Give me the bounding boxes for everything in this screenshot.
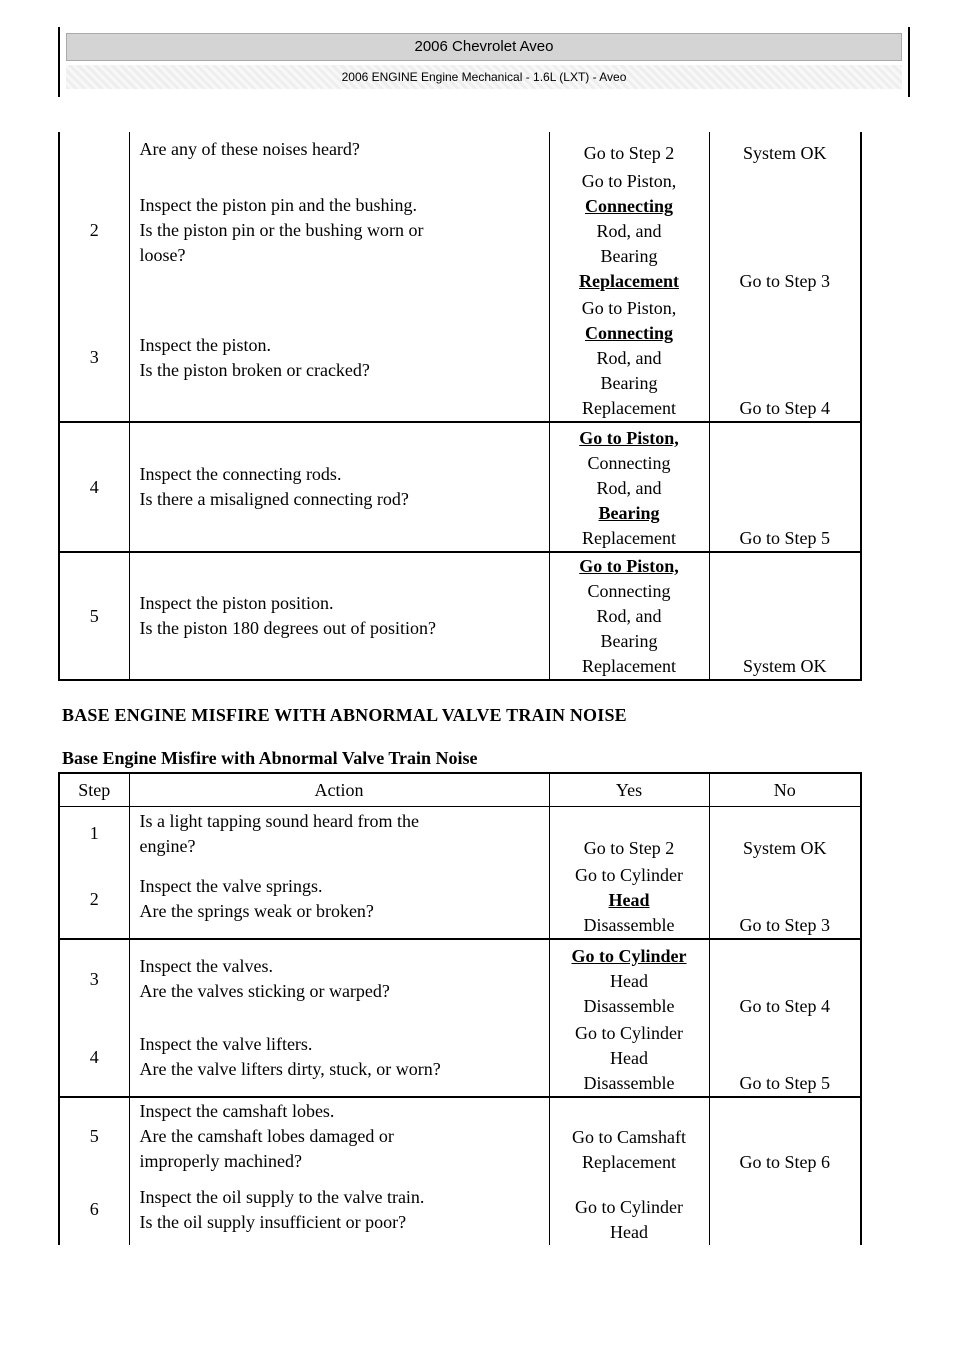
action-cell bbox=[129, 1175, 549, 1245]
yes-line: Head bbox=[610, 970, 648, 991]
table-row bbox=[59, 422, 861, 552]
table-row bbox=[59, 939, 861, 1019]
table-row bbox=[59, 132, 861, 166]
header-subtitle: 2006 ENGINE Engine Mechanical - 1.6L (LXT) - Aveo bbox=[66, 65, 902, 89]
no-cell bbox=[709, 807, 861, 861]
action-cell bbox=[129, 294, 549, 422]
no-line: Go to Step 3 bbox=[739, 914, 830, 935]
step-number: 5 bbox=[59, 552, 129, 680]
yes-line: Connecting bbox=[587, 581, 671, 601]
action-cell bbox=[129, 422, 549, 552]
action-line: Inspect the camshaft lobes. bbox=[139, 1100, 335, 1121]
no-line: Go to Step 6 bbox=[739, 1151, 830, 1172]
yes-line: Rod, and bbox=[596, 478, 662, 498]
action-line: Inspect the piston. bbox=[139, 334, 271, 355]
no-cell bbox=[709, 861, 861, 939]
yes-line: Replacement bbox=[582, 528, 676, 548]
yes-line: Go to Piston, bbox=[581, 298, 677, 318]
yes-line: Rod, and bbox=[596, 606, 662, 626]
action-line: Is the piston 180 degrees out of position? bbox=[139, 618, 436, 638]
no-cell bbox=[709, 1097, 861, 1175]
action-line: Are the valve lifters dirty, stuck, or worn? bbox=[139, 1059, 441, 1079]
action-cell bbox=[129, 807, 549, 861]
yes-line: Go to Step 2 bbox=[583, 143, 675, 163]
step-number: 1 bbox=[59, 807, 129, 861]
yes-cell bbox=[549, 1019, 709, 1097]
section-title: BASE ENGINE MISFIRE WITH ABNORMAL VALVE TRAIN NOISE bbox=[62, 705, 627, 725]
yes-line: Replacement bbox=[582, 656, 676, 676]
table-caption: Base Engine Misfire with Abnormal Valve Train Noise bbox=[62, 748, 478, 768]
yes-line: Go to Cylinder bbox=[575, 864, 683, 885]
table-header-row bbox=[59, 773, 861, 807]
action-cell bbox=[129, 132, 549, 166]
yes-line: Disassemble bbox=[583, 1072, 675, 1093]
table-row bbox=[59, 552, 861, 680]
yes-line: Disassemble bbox=[583, 995, 675, 1016]
action-cell bbox=[129, 1019, 549, 1097]
yes-line: Replacement bbox=[582, 1151, 676, 1172]
yes-cell bbox=[549, 422, 709, 552]
action-line: Are the camshaft lobes damaged or bbox=[139, 1125, 394, 1146]
yes-cell bbox=[549, 861, 709, 939]
table-row bbox=[59, 1019, 861, 1097]
action-line: Inspect the connecting rods. bbox=[139, 464, 342, 484]
no-cell bbox=[709, 552, 861, 680]
action-cell bbox=[129, 939, 549, 1019]
action-cell bbox=[129, 861, 549, 939]
yes-line: Go to Cylinder bbox=[575, 1022, 683, 1043]
action-line: Inspect the piston position. bbox=[139, 593, 334, 613]
procedure-link[interactable]: Go to Cylinder bbox=[571, 945, 687, 966]
yes-line: Bearing bbox=[600, 373, 658, 393]
action-cell bbox=[129, 1097, 549, 1175]
step-number: 4 bbox=[59, 1019, 129, 1097]
table-row bbox=[59, 807, 861, 861]
page-header bbox=[58, 27, 910, 97]
diagnostic-table-2 bbox=[58, 772, 862, 1245]
yes-line: Go to Piston, bbox=[581, 171, 677, 191]
no-line: Go to Step 4 bbox=[739, 398, 830, 418]
step-number: 2 bbox=[59, 861, 129, 939]
step-number: 6 bbox=[59, 1175, 129, 1245]
yes-cell bbox=[549, 294, 709, 422]
yes-line: Bearing bbox=[600, 246, 658, 266]
no-cell bbox=[709, 294, 861, 422]
step-number: 3 bbox=[59, 294, 129, 422]
action-line: Is the piston broken or cracked? bbox=[139, 359, 370, 380]
yes-line: Disassemble bbox=[583, 914, 675, 935]
no-cell bbox=[709, 1019, 861, 1097]
yes-line: Go to Camshaft bbox=[572, 1126, 686, 1147]
no-line: System OK bbox=[742, 837, 827, 858]
action-line: Inspect the valves. bbox=[139, 956, 273, 976]
action-line: engine? bbox=[139, 835, 196, 856]
step-number bbox=[59, 132, 129, 166]
no-line: Go to Step 5 bbox=[739, 1072, 830, 1093]
no-line: Go to Step 5 bbox=[739, 528, 830, 548]
diagnostic-table-1 bbox=[58, 132, 862, 681]
no-cell bbox=[709, 422, 861, 552]
yes-line: Go to Cylinder bbox=[575, 1196, 683, 1217]
header-title: 2006 Chevrolet Aveo bbox=[66, 33, 902, 61]
action-line: Inspect the valve lifters. bbox=[139, 1034, 313, 1054]
action-line: Is the oil supply insufficient or poor? bbox=[139, 1211, 407, 1232]
yes-line: Bearing bbox=[600, 631, 658, 651]
no-cell bbox=[709, 939, 861, 1019]
yes-cell bbox=[549, 166, 709, 294]
header-no: No bbox=[709, 773, 861, 807]
action-line: Is there a misaligned connecting rod? bbox=[139, 489, 409, 509]
yes-line: Go to Step 2 bbox=[583, 837, 675, 858]
table-row bbox=[59, 166, 861, 294]
step-number: 2 bbox=[59, 166, 129, 294]
step-number: 5 bbox=[59, 1097, 129, 1175]
step-number: 4 bbox=[59, 422, 129, 552]
no-line: Go to Step 3 bbox=[739, 271, 830, 291]
action-line: Inspect the valve springs. bbox=[139, 876, 323, 896]
header-step: Step bbox=[59, 773, 129, 807]
action-cell bbox=[129, 552, 549, 680]
yes-cell bbox=[549, 552, 709, 680]
procedure-link[interactable]: Replacement bbox=[579, 271, 679, 291]
no-cell bbox=[709, 166, 861, 294]
action-line: Is the piston pin or the bushing worn or bbox=[139, 219, 424, 240]
action-cell bbox=[129, 166, 549, 294]
header-action: Action bbox=[129, 773, 549, 807]
action-line: Are any of these noises heard? bbox=[139, 138, 360, 159]
action-line: Are the springs weak or broken? bbox=[139, 901, 374, 921]
yes-line: Rod, and bbox=[596, 348, 662, 368]
procedure-link[interactable]: Connecting bbox=[584, 196, 673, 216]
no-line: Go to Step 4 bbox=[739, 995, 830, 1016]
no-line: System OK bbox=[742, 656, 827, 676]
yes-line: Head bbox=[610, 1047, 648, 1068]
action-line: Inspect the oil supply to the valve train. bbox=[139, 1186, 425, 1207]
table-row bbox=[59, 1175, 861, 1245]
yes-line: Connecting bbox=[587, 453, 671, 473]
yes-cell bbox=[549, 132, 709, 166]
table-row bbox=[59, 861, 861, 939]
table-row bbox=[59, 1097, 861, 1175]
action-line: Are the valves sticking or warped? bbox=[139, 981, 390, 1001]
yes-line: Rod, and bbox=[596, 221, 662, 241]
action-line: loose? bbox=[139, 244, 186, 265]
procedure-link[interactable]: Connecting bbox=[584, 323, 673, 343]
action-line: Inspect the piston pin and the bushing. bbox=[139, 194, 417, 215]
yes-cell bbox=[549, 1097, 709, 1175]
no-cell bbox=[709, 132, 861, 166]
yes-cell bbox=[549, 1175, 709, 1245]
yes-line: Head bbox=[610, 1221, 648, 1242]
table-row bbox=[59, 294, 861, 422]
no-cell bbox=[709, 1175, 861, 1245]
yes-cell bbox=[549, 807, 709, 861]
action-line: Is a light tapping sound heard from the bbox=[139, 810, 419, 831]
step-number: 3 bbox=[59, 939, 129, 1019]
yes-line: Replacement bbox=[582, 398, 676, 418]
procedure-link[interactable]: Go to Piston, bbox=[579, 556, 679, 576]
action-line: improperly machined? bbox=[139, 1150, 302, 1171]
no-line: System OK bbox=[742, 143, 827, 163]
procedure-link[interactable]: Go to Piston, bbox=[579, 428, 679, 448]
yes-cell bbox=[549, 939, 709, 1019]
header-yes: Yes bbox=[549, 773, 709, 807]
procedure-link[interactable]: Bearing bbox=[598, 503, 660, 523]
procedure-link[interactable]: Head bbox=[608, 889, 650, 910]
